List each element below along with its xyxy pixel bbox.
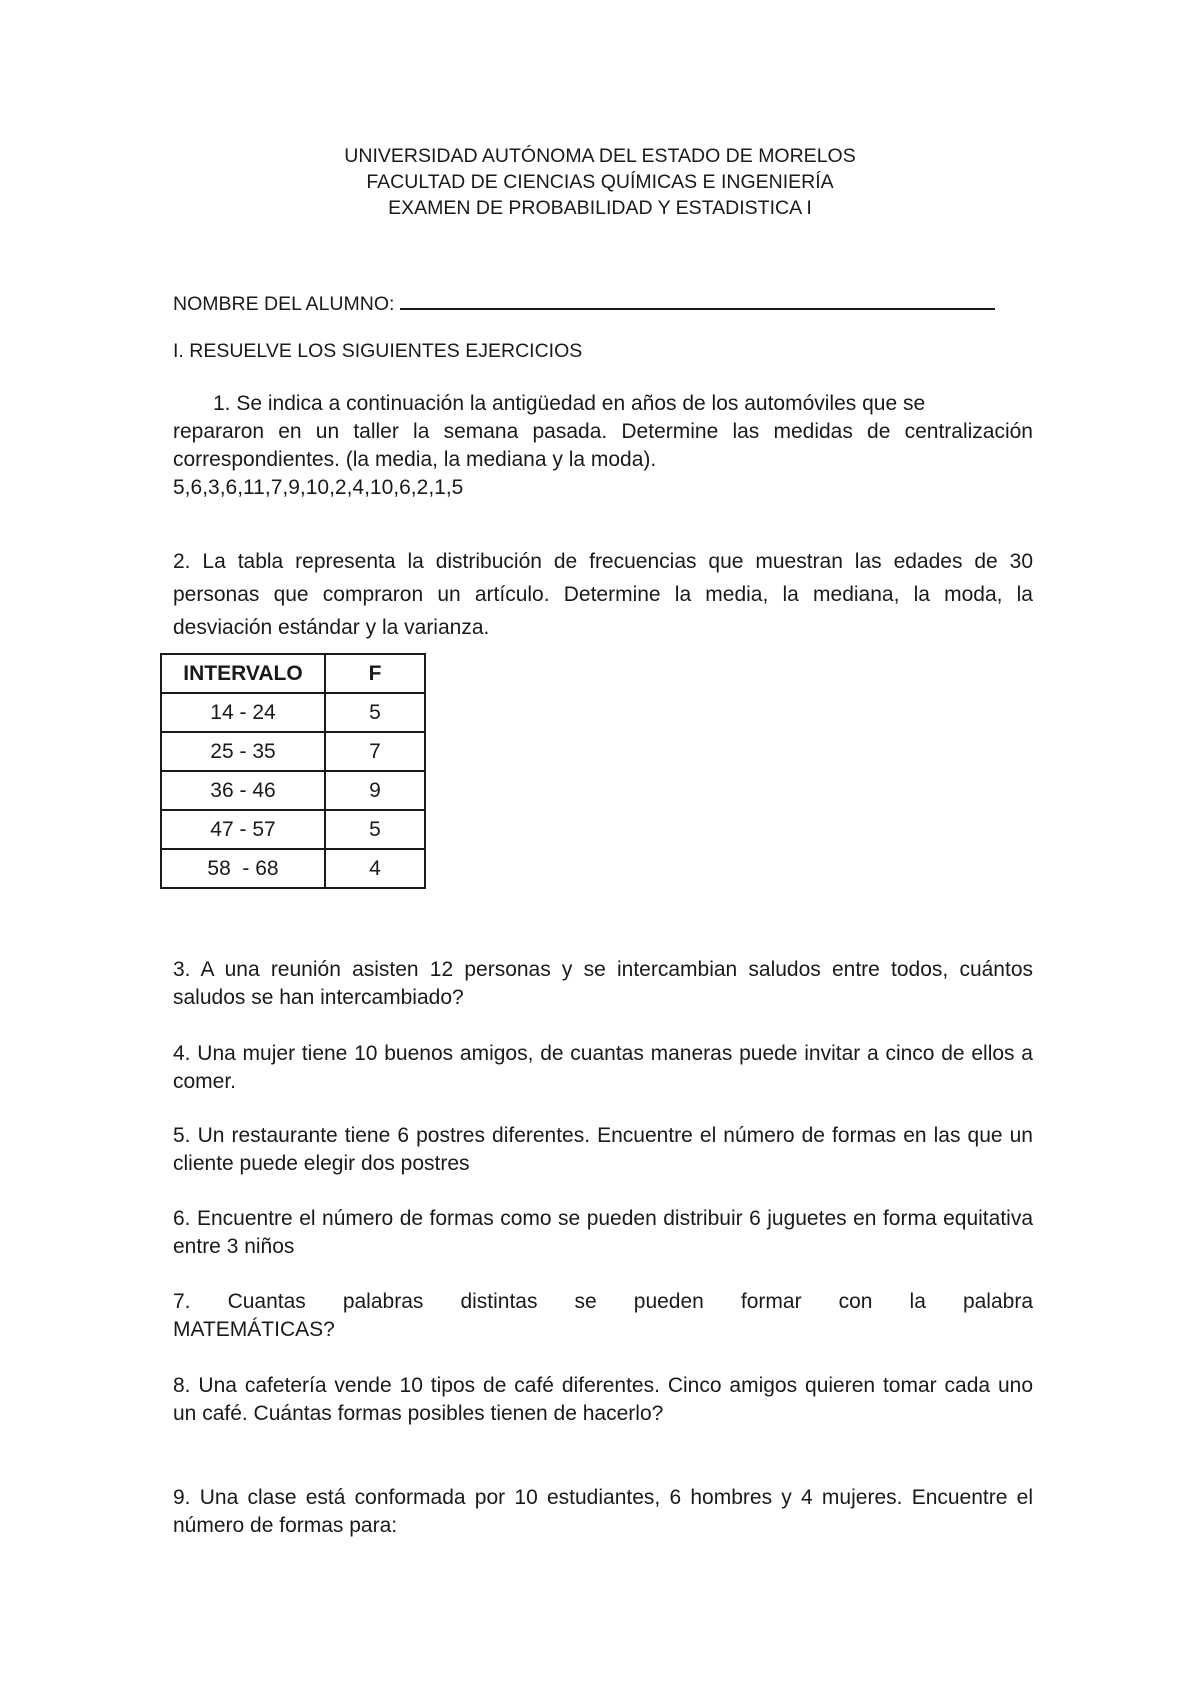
frequency-cell: 9 bbox=[325, 771, 425, 810]
document-header bbox=[0, 143, 1200, 221]
frequency-cell: 7 bbox=[325, 732, 425, 771]
section-title: I. RESUELVE LOS SIGUIENTES EJERCICIOS bbox=[173, 340, 583, 362]
interval-cell: 25 - 35 bbox=[161, 732, 325, 771]
question-8: 8. Una cafetería vende 10 tipos de café diferentes. Cinco amigos quieren tomar cada uno un café. Cuántas formas posibles tienen de hacerlo? bbox=[173, 1374, 1033, 1425]
table-header-cell: INTERVALO bbox=[161, 654, 325, 693]
question-3: 3. A una reunión asisten 12 personas y se intercambian saludos entre todos, cuántos saludos se han intercambiado? bbox=[173, 958, 1033, 1009]
question-1 bbox=[173, 390, 1033, 502]
question-9: 9. Una clase está conformada por 10 estudiantes, 6 hombres y 4 mujeres. Encuentre el número de formas para: bbox=[173, 1486, 1033, 1537]
question-6: 6. Encuentre el número de formas como se pueden distribuir 6 juguetes en forma equitativa entre 3 niños bbox=[173, 1207, 1033, 1258]
question-1-first-line: 1. Se indica a continuación la antigüedad en años de los automóviles que se bbox=[213, 392, 926, 415]
frequency-cell: 4 bbox=[325, 849, 425, 888]
question-5: 5. Un restaurante tiene 6 postres diferentes. Encuentre el número de formas en las que un cliente puede elegir dos postres bbox=[173, 1124, 1033, 1175]
table-row bbox=[161, 693, 425, 732]
question-7-second-line: MATEMÁTICAS? bbox=[173, 1318, 335, 1341]
interval-cell: 47 - 57 bbox=[161, 810, 325, 849]
frequency-table bbox=[160, 653, 426, 889]
table-header-cell: F bbox=[325, 654, 425, 693]
table-row bbox=[161, 771, 425, 810]
table-header-row bbox=[161, 654, 425, 693]
student-name-blank bbox=[400, 290, 995, 310]
table-row bbox=[161, 810, 425, 849]
interval-cell: 36 - 46 bbox=[161, 771, 325, 810]
question-7 bbox=[173, 1288, 1033, 1344]
question-2: 2. La tabla representa la distribución de frecuencias que muestran las edades de 30 personas que compraron un artículo. Determine la media, la mediana, la moda, la desviación estándar y la varianza. bbox=[173, 550, 1033, 639]
interval-cell: 58 - 68 bbox=[161, 849, 325, 888]
exam-title: EXAMEN DE PROBABILIDAD Y ESTADISTICA I bbox=[388, 197, 812, 219]
table-row bbox=[161, 732, 425, 771]
interval-cell: 14 - 24 bbox=[161, 693, 325, 732]
frequency-cell: 5 bbox=[325, 810, 425, 849]
frequency-cell: 5 bbox=[325, 693, 425, 732]
question-1-text: repararon en un taller la semana pasada. Determine las medidas de centralización correspondientes. (la media, la mediana y la moda). bbox=[173, 420, 1033, 471]
faculty-name: FACULTAD DE CIENCIAS QUÍMICAS E INGENIERÍA bbox=[366, 171, 834, 193]
question-7-first-line: 7. Cuantas palabras distintas se pueden formar con la palabra bbox=[173, 1290, 1033, 1313]
university-name: UNIVERSIDAD AUTÓNOMA DEL ESTADO DE MORELOS bbox=[344, 145, 856, 167]
question-1-data: 5,6,3,6,11,7,9,10,2,4,10,6,2,1,5 bbox=[173, 476, 464, 499]
student-name-label: NOMBRE DEL ALUMNO: bbox=[173, 293, 395, 315]
question-4: 4. Una mujer tiene 10 buenos amigos, de cuantas maneras puede invitar a cinco de ellos a comer. bbox=[173, 1042, 1033, 1093]
table-row bbox=[161, 849, 425, 888]
student-name-row bbox=[173, 290, 1033, 316]
